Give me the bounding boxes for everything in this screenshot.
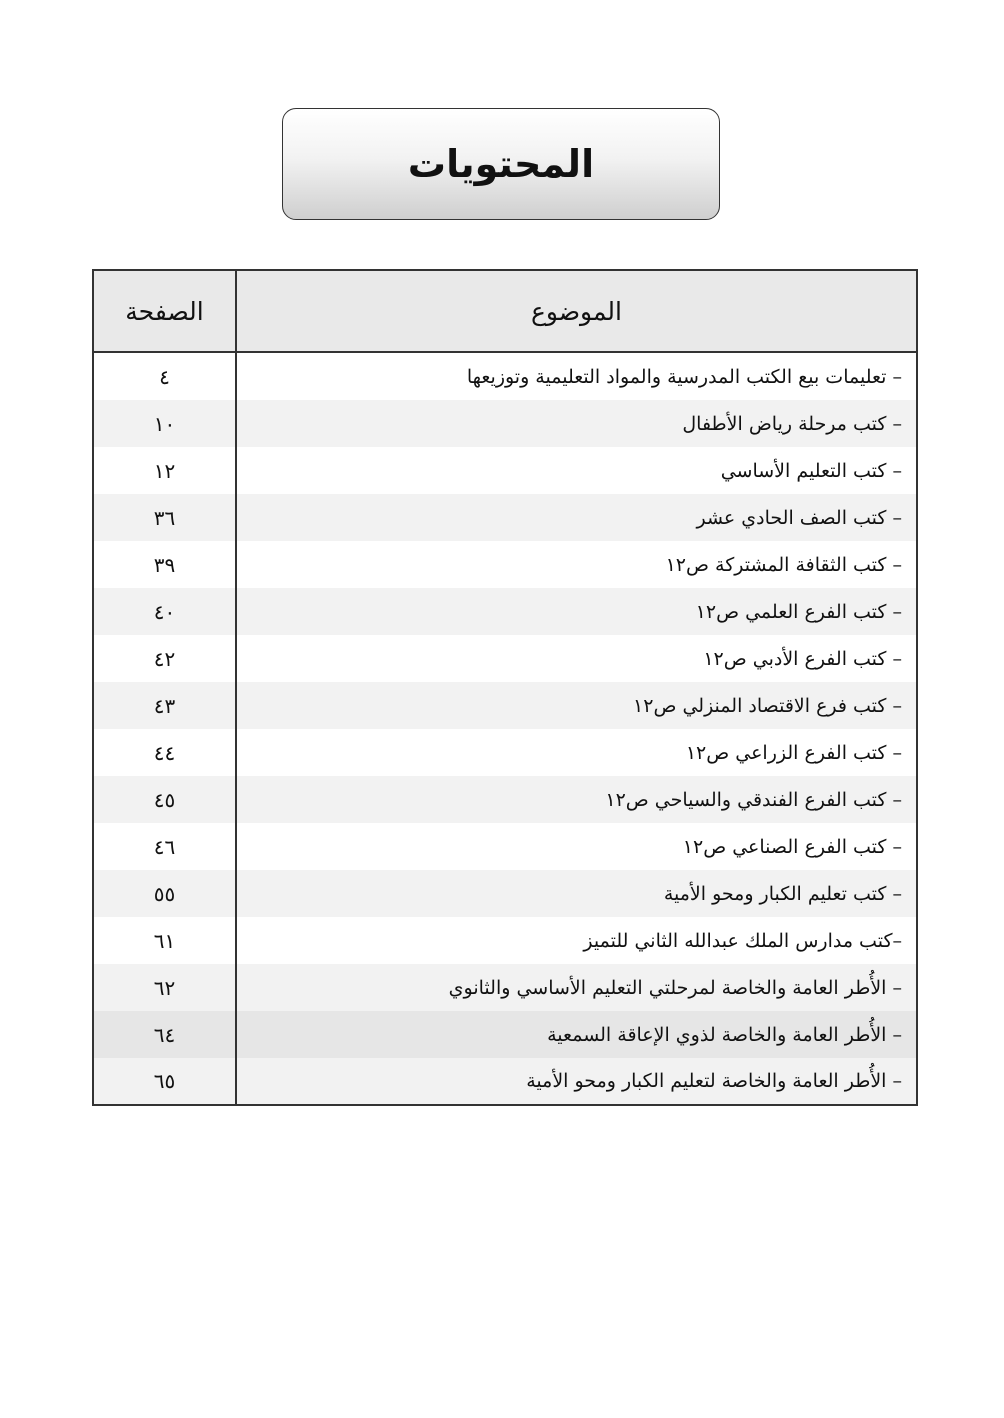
row-topic: – كتب الفرع الفندقي والسياحي ص١٢ xyxy=(236,776,917,823)
row-page: ٦٥ xyxy=(93,1058,236,1105)
row-page: ٥٥ xyxy=(93,870,236,917)
contents-table xyxy=(92,269,918,1106)
table-row xyxy=(93,541,917,588)
header-page: الصفحة xyxy=(93,270,236,352)
row-page: ٦٢ xyxy=(93,964,236,1011)
row-page: ٤٣ xyxy=(93,682,236,729)
row-topic: – كتب الفرع الزراعي ص١٢ xyxy=(685,741,902,764)
row-topic: – كتب الفرع العلمي ص١٢ xyxy=(236,588,917,635)
row-topic: – كتب التعليم الأساسي xyxy=(720,459,902,482)
row-page: ١٢ xyxy=(93,447,236,494)
row-page: ٤٤ xyxy=(93,729,236,776)
table-row xyxy=(93,400,917,447)
table-row xyxy=(93,776,917,823)
row-page: ٤٦ xyxy=(93,823,236,870)
table-row xyxy=(93,447,917,494)
row-topic: – كتب تعليم الكبار ومحو الأمية xyxy=(236,870,917,917)
row-topic: – تعليمات بيع الكتب المدرسية والمواد التعليمية وتوزيعها xyxy=(466,365,902,388)
title-box xyxy=(282,108,720,220)
header-topic: الموضوع xyxy=(236,270,917,352)
row-topic: – الأُطر العامة والخاصة لتعليم الكبار ومحو الأمية xyxy=(236,1058,917,1105)
page-title: المحتويات xyxy=(407,142,595,186)
table-header-row xyxy=(93,270,917,352)
table-row xyxy=(93,588,917,635)
table-row xyxy=(93,823,917,870)
table-row xyxy=(93,917,917,964)
table-row xyxy=(93,870,917,917)
row-topic: – الأُطر العامة والخاصة لذوي الإعاقة السمعية xyxy=(236,1011,917,1058)
row-topic: – كتب فرع الاقتصاد المنزلي ص١٢ xyxy=(236,682,917,729)
table-row xyxy=(93,964,917,1011)
table-row xyxy=(93,494,917,541)
row-page: ٤٥ xyxy=(93,776,236,823)
row-topic: – كتب الصف الحادي عشر xyxy=(236,494,917,541)
row-page: ٤٢ xyxy=(93,635,236,682)
table-row xyxy=(93,1011,917,1058)
row-topic: – كتب الفرع الأدبي ص١٢ xyxy=(703,647,902,670)
row-topic: –كتب مدارس الملك عبدالله الثاني للتميز xyxy=(583,929,902,952)
row-page: ١٠ xyxy=(93,400,236,447)
row-topic: – كتب مرحلة رياض الأطفال xyxy=(236,400,917,447)
row-page: ٣٩ xyxy=(93,541,236,588)
row-topic: – كتب الثقافة المشتركة ص١٢ xyxy=(665,553,902,576)
row-page: ٤ xyxy=(93,352,236,400)
row-page: ٦٤ xyxy=(93,1011,236,1058)
table-row xyxy=(93,1058,917,1105)
row-topic: – كتب الفرع الصناعي ص١٢ xyxy=(682,835,902,858)
row-page: ٦١ xyxy=(93,917,236,964)
row-page: ٤٠ xyxy=(93,588,236,635)
row-topic: – الأُطر العامة والخاصة لمرحلتي التعليم الأساسي والثانوي xyxy=(236,964,917,1011)
table-row xyxy=(93,635,917,682)
row-page: ٣٦ xyxy=(93,494,236,541)
table-row xyxy=(93,682,917,729)
table-row xyxy=(93,729,917,776)
table-row xyxy=(93,352,917,400)
